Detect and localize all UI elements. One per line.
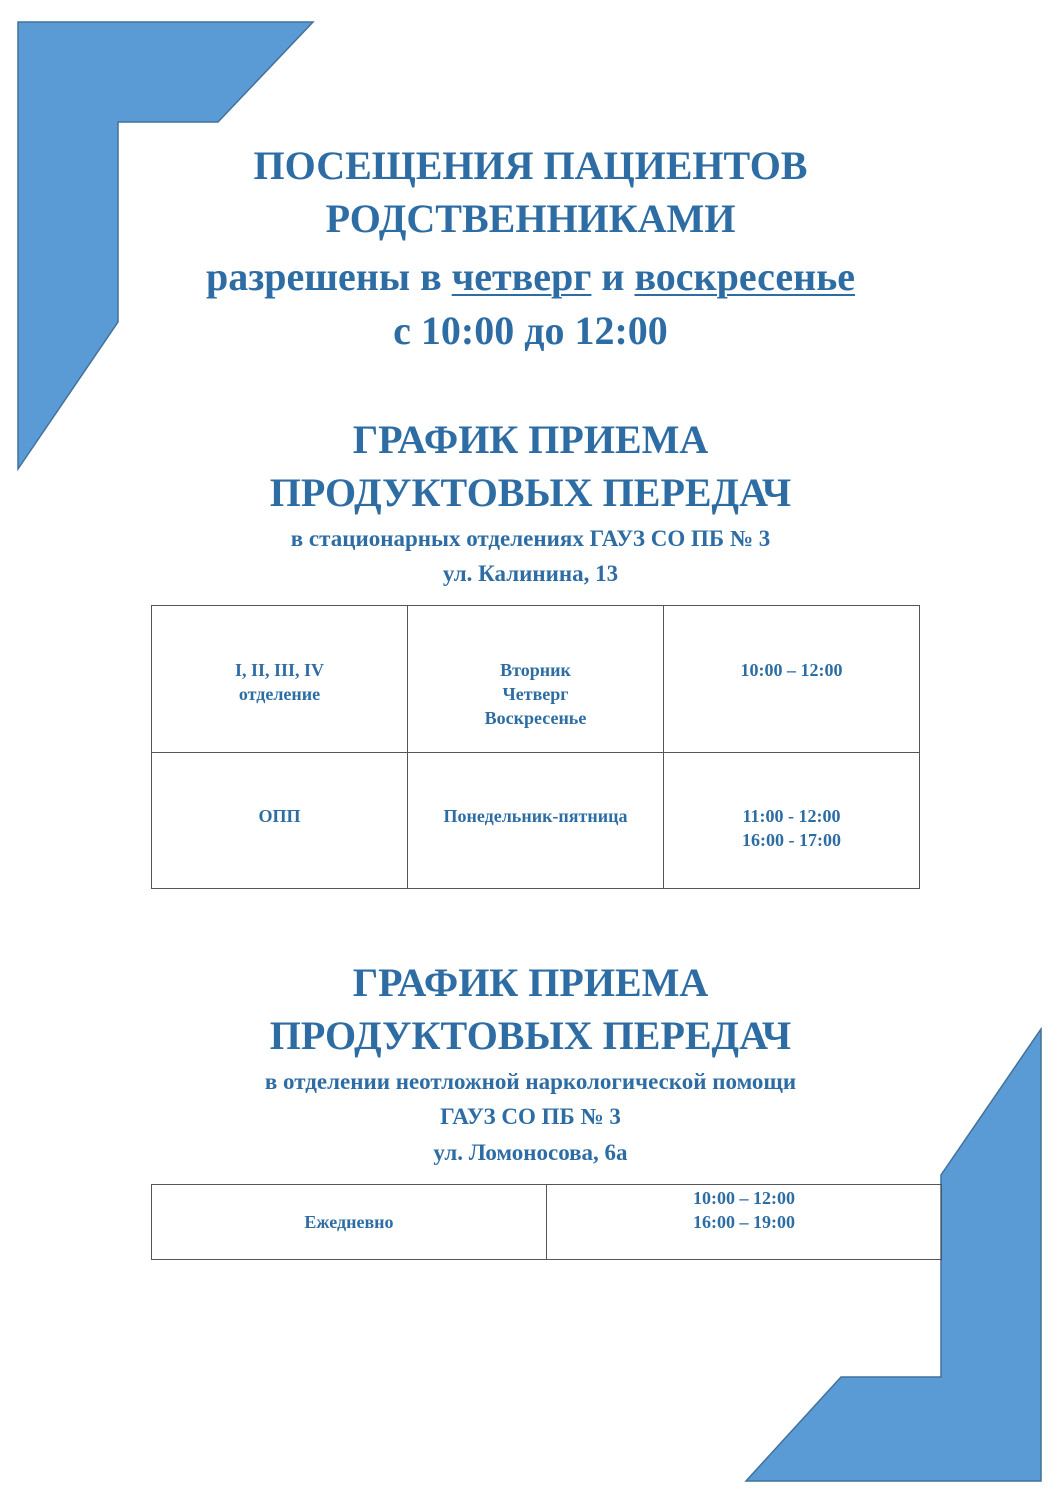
- schedule1-subtitle: в стационарных отделениях ГАУЗ СО ПБ № 3: [290, 526, 771, 551]
- table-row: [152, 753, 920, 889]
- visits-hours-line: с 10:00 до 12:00: [393, 308, 668, 353]
- schedule1-table: [151, 605, 920, 889]
- table-row: [152, 1185, 942, 1260]
- schedule2-subtitle-line1: в отделении неотложной наркологической помощи: [264, 1069, 797, 1094]
- schedule1-row1-department: I, II, III, IV отделение: [152, 606, 408, 753]
- visits-days-and: и: [591, 254, 635, 299]
- schedule2-address: ул. Ломоносова, 6а: [433, 1140, 628, 1165]
- schedule2-row1-days: Ежедневно: [152, 1185, 547, 1260]
- schedule1-title-line2: ПРОДУКТОВЫХ ПЕРЕДАЧ: [269, 470, 792, 515]
- schedule2-table: [151, 1184, 942, 1260]
- schedule1-address: ул. Калинина, 13: [442, 561, 619, 586]
- schedule1-row2-department: ОПП: [152, 753, 408, 889]
- schedule1-row2-days: Понедельник-пятница: [408, 753, 664, 889]
- schedule1-title-line1: ГРАФИК ПРИЕМА: [352, 417, 709, 462]
- schedule1-row2-time: 11:00 - 12:00 16:00 - 17:00: [664, 753, 920, 889]
- visits-day-sunday: воскресенье: [634, 254, 856, 299]
- schedule2-subtitle-line2: ГАУЗ СО ПБ № 3: [440, 1104, 621, 1129]
- top-left-corner-shape: [18, 22, 313, 469]
- schedule2-row1-time: 10:00 – 12:00 16:00 – 19:00: [547, 1185, 942, 1260]
- schedule1-row1-days: Вторник Четверг Воскресенье: [408, 606, 664, 753]
- visits-days-line: [0, 253, 1061, 301]
- table-row: [152, 606, 920, 753]
- visits-day-thursday: четверг: [451, 254, 592, 299]
- schedule1-row1-time: 10:00 – 12:00: [664, 606, 920, 753]
- schedule2-title-line2: ПРОДУКТОВЫХ ПЕРЕДАЧ: [269, 1013, 792, 1058]
- visits-heading-line1: ПОСЕЩЕНИЯ ПАЦИЕНТОВ: [253, 143, 808, 188]
- visits-days-prefix: разрешены в: [205, 254, 452, 299]
- schedule2-title-line1: ГРАФИК ПРИЕМА: [352, 960, 709, 1005]
- visits-heading-line2: РОДСТВЕННИКАМИ: [325, 196, 736, 241]
